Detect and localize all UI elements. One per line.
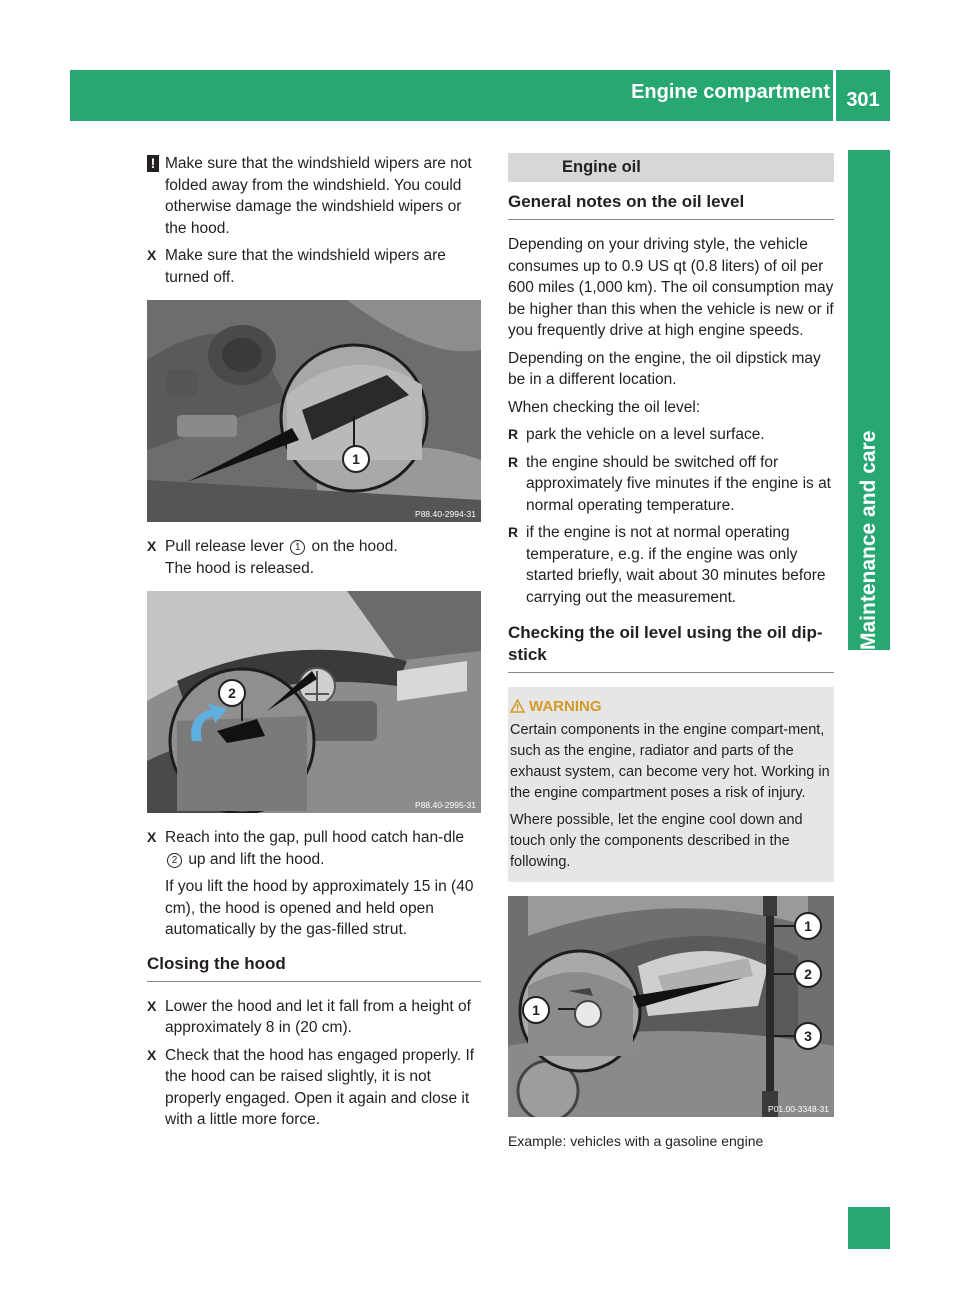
callout-1: 1	[522, 996, 550, 1024]
step-text: Reach into the gap, pull hood catch han-dle	[165, 829, 465, 846]
bullet-marker-icon: R	[508, 453, 519, 470]
bullet-text: park the vehicle on a level surface.	[526, 426, 765, 443]
caution-icon: !	[147, 155, 159, 172]
bullet-item	[508, 522, 834, 608]
step-marker-icon: X	[147, 997, 157, 1014]
step-text: up and lift the hood.	[188, 850, 325, 868]
section-heading: Checking the oil level using the oil dip-stick	[508, 622, 834, 673]
figure-release-lever	[147, 300, 481, 522]
side-tab-label: Maintenance and care	[857, 430, 880, 650]
bullet-text: the engine should be switched off for approximately five minutes if the engine is at normal operating temperature.	[526, 453, 831, 514]
engine-compartment-illustration	[508, 896, 834, 1117]
warning-triangle-icon	[510, 699, 525, 713]
warning-label: WARNING	[529, 698, 602, 715]
bullet-text: if the engine is not at normal operating temperature, e.g. if the engine was only started briefly, wait about 30 minutes before carrying out the measurement.	[526, 524, 826, 606]
bullet-marker-icon: R	[508, 426, 519, 442]
figure-code: P01.00-3348-31	[768, 1104, 829, 1114]
instruction-step	[147, 1045, 481, 1131]
paragraph: When checking the oil level:	[508, 398, 701, 416]
page-number: 301	[836, 70, 890, 121]
step-result: If you lift the hood by approximately 15 in (40 cm), the hood is opened and held open automatically by the gas-filled strut.	[165, 878, 474, 938]
step-result: The hood is released.	[165, 559, 315, 577]
callout-1: 1	[794, 912, 822, 940]
warning-text: Certain components in the engine compart-ment, such as the engine, radiator and parts of the exhaust system, can become very hot. Working in the engine compartment poses a risk of injury.	[510, 722, 830, 801]
warning-title	[510, 696, 830, 717]
figure-code: P88.40-2994-31	[415, 509, 476, 519]
callout-1: 1	[342, 445, 370, 473]
warning-text: Where possible, let the engine cool down and touch only the components described in the following.	[510, 812, 803, 870]
step-text: Lower the hood and let it fall from a height of approximately 8 in (20 cm).	[165, 997, 471, 1036]
bullet-marker-icon: R	[508, 524, 519, 540]
figure-code: P88.40-2995-31	[415, 800, 476, 810]
step-text: Pull release lever	[165, 538, 284, 555]
step-text: Check that the hood has engaged properly. If the hood can be raised slightly, it is not properly engaged. Open it again and close it with a little more force.	[165, 1046, 475, 1128]
hood-catch-illustration	[147, 591, 481, 813]
callout-ref-2: 2	[167, 853, 182, 868]
paragraph: Depending on your driving style, the vehicle consumes up to 0.9 US qt (0.8 liters) of oil per 600 miles (1,000 km). The oil consumption may be higher than this when the vehicle is new or if you frequently drive at high engine speeds.	[508, 236, 834, 339]
instruction-step	[147, 245, 481, 288]
callout-3: 3	[794, 1022, 822, 1050]
callout-2: 2	[794, 960, 822, 988]
bullet-item	[508, 424, 834, 446]
instruction-step	[147, 827, 481, 941]
step-text: Make sure that the windshield wipers are turned off.	[165, 247, 446, 286]
section-title: Engine oil	[508, 153, 834, 182]
figure-oil-dipstick	[508, 896, 834, 1117]
page-title: Engine compartment	[631, 81, 830, 103]
right-column	[508, 153, 834, 1153]
left-column	[147, 153, 481, 1137]
warning-box	[508, 687, 834, 882]
figure-hood-catch	[147, 591, 481, 813]
caution-text: Make sure that the windshield wipers are not folded away from the windshield. You could otherwise damage the windshield wipers or the hood.	[165, 155, 472, 237]
section-heading: Closing the hood	[147, 953, 481, 982]
instruction-step	[147, 536, 481, 579]
callout-2: 2	[218, 679, 246, 707]
step-marker-icon: X	[147, 538, 157, 554]
callout-ref-1: 1	[290, 540, 305, 555]
release-lever-illustration	[147, 300, 481, 522]
side-marker	[848, 1207, 890, 1249]
caution-note	[147, 153, 481, 239]
section-heading: General notes on the oil level	[508, 191, 834, 220]
instruction-step	[147, 996, 481, 1039]
step-marker-icon: X	[147, 829, 157, 845]
step-marker-icon: X	[147, 247, 157, 263]
step-marker-icon: X	[147, 1046, 157, 1063]
step-text: on the hood.	[311, 538, 398, 555]
figure-caption: Example: vehicles with a gasoline engine	[508, 1133, 764, 1149]
paragraph: Depending on the engine, the oil dipstick may be in a different location.	[508, 349, 821, 388]
bullet-item	[508, 452, 834, 517]
